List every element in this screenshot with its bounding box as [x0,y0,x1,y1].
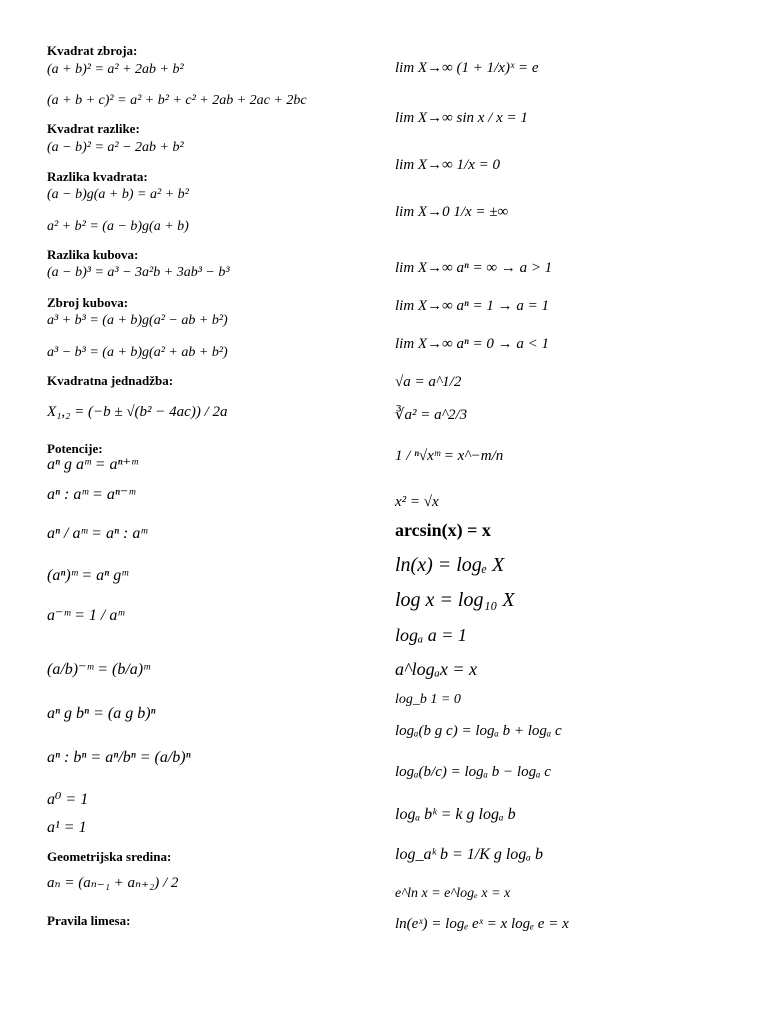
heading-zbroj-kubova: Zbroj kubova: [47,295,129,310]
formula: arcsin(x) = x [395,520,491,540]
formula: ln(eˣ) = logₑ eˣ = x logₑ e = x [395,916,569,932]
formula: log x = log₁₀ X [395,589,515,611]
heading-geometrijska-sredina: Geometrijska sredina: [47,849,172,864]
formula: aⁿ g aᵐ = aⁿ⁺ᵐ [47,456,138,473]
formula: aⁿ / aᵐ = aⁿ : aᵐ [47,525,147,542]
formula: a³ + b³ = (a + b)g(a² − ab + b²) [47,313,228,328]
heading-kvadrat-zbroja: Kvadrat zbroja: [47,43,138,58]
formula: aⁿ g bⁿ = (a g b)ⁿ [47,705,156,722]
heading-kvadratna-jednadzba: Kvadratna jednadžba: [47,373,174,388]
formula: lim X→∞ (1 + 1/x)ˣ = e [395,60,539,76]
heading-razlika-kvadrata: Razlika kvadrata: [47,169,148,184]
formula: (aⁿ)ᵐ = aⁿ gᵐ [47,567,128,584]
formula: (a/b)⁻ᵐ = (b/a)ᵐ [47,661,150,678]
formula: (a − b)² = a² − 2ab + b² [47,140,184,155]
formula: a³ − b³ = (a + b)g(a² + ab + b²) [47,345,228,360]
formula: a⁻ᵐ = 1 / aᵐ [47,607,125,624]
formula: a⁰ = 1 [47,791,89,808]
heading-kvadrat-razlike: Kvadrat razlike: [47,121,140,136]
formula: log_b 1 = 0 [395,692,461,707]
formula: (a + b + c)² = a² + b² + c² + 2ab + 2ac + 2bc [47,93,307,108]
formula: √a = a^1/2 [395,374,462,390]
heading-potencije: Potencije: [47,441,103,456]
formula: lim X→∞ 1/x = 0 [395,157,500,173]
heading-razlika-kubova: Razlika kubova: [47,247,139,262]
formula: a² + b² = (a − b)g(a + b) [47,219,189,234]
formula: aₙ = (aₙ₋₁ + aₙ₊₂) / 2 [47,875,179,891]
formula: aⁿ : aᵐ = aⁿ⁻ᵐ [47,486,135,503]
formula: lim X→∞ aⁿ = 1 → a = 1 [395,298,549,314]
formula: 1 / ⁿ√xᵐ = x^−m/n [395,448,504,464]
formula: lim X→∞ sin x / x = 1 [395,110,528,126]
formula: a^logₐx = x [395,659,477,679]
formula: logₐ(b g c) = logₐ b + logₐ c [395,723,562,739]
formula: lim X→∞ aⁿ = ∞ → a > 1 [395,260,553,276]
formula: (a + b)² = a² + 2ab + b² [47,62,184,77]
formula: ∛a² = a^2/3 [395,407,468,423]
formula: ln(x) = logₑ X [395,554,505,576]
formula: (a − b)³ = a³ − 3a²b + 3ab³ − b³ [47,265,230,280]
formula: logₐ(b/c) = logₐ b − logₐ c [395,764,551,780]
formula: X₁,₂ = (−b ± √(b² − 4ac)) / 2a [47,404,228,420]
heading-pravila-limesa: Pravila limesa: [47,913,131,928]
formula: logₐ a = 1 [395,625,467,645]
formula: lim X→∞ aⁿ = 0 → a < 1 [395,336,549,352]
formula: a¹ = 1 [47,819,87,836]
formula: logₐ bᵏ = k g logₐ b [395,806,516,823]
formula: lim X→0 1/x = ±∞ [395,204,509,220]
formula: (a − b)g(a + b) = a² + b² [47,187,189,202]
formula: e^ln x = e^logₑ x = x [395,886,511,901]
formula: aⁿ : bⁿ = aⁿ/bⁿ = (a/b)ⁿ [47,749,191,766]
formula: x² = √x [395,494,439,510]
formula: log_aᵏ b = 1/K g logₐ b [395,846,543,863]
